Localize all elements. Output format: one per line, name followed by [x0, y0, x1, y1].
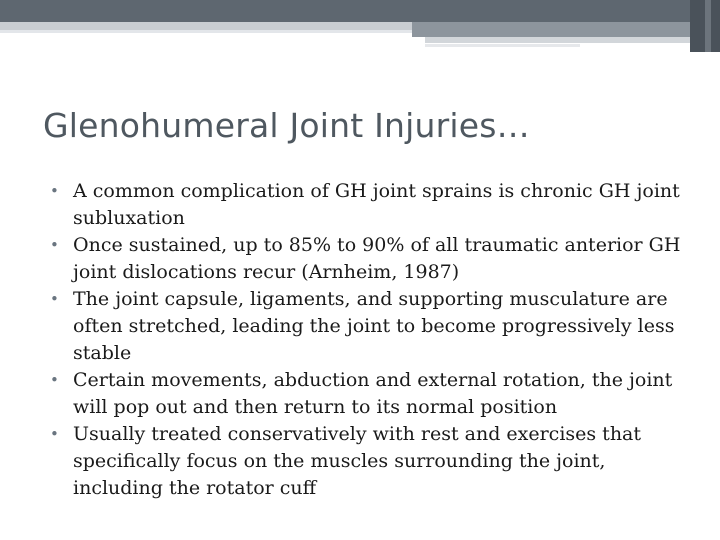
bullet-list: [50, 178, 690, 502]
bullet-text: Usually treated conservatively with rest and exercises that specifically focus on the muscles surrounding the joint, including the rotator cuff: [73, 423, 642, 499]
header-line-right: [425, 44, 580, 47]
bullet-text: Certain movements, abduction and external rotation, the joint will pop out and then return to its normal position: [73, 369, 673, 418]
header-bar: [0, 0, 720, 22]
bullet-icon: •: [50, 290, 59, 308]
slide-title: Glenohumeral Joint Injuries…: [43, 106, 530, 145]
bullet-text: The joint capsule, ligaments, and supporting musculature are often stretched, leading the joint to become progressively less stable: [73, 288, 675, 364]
header-stripe-right-light: [425, 37, 720, 43]
header-corner-accent: [705, 0, 711, 52]
bullet-text: A common complication of GH joint sprains is chronic GH joint subluxation: [73, 180, 680, 229]
bullet-icon: •: [50, 425, 59, 443]
bullet-text: Once sustained, up to 85% to 90% of all traumatic anterior GH joint dislocations recur (Arnheim, 1987): [73, 234, 681, 283]
header-line-left: [0, 30, 412, 33]
bullet-icon: •: [50, 371, 59, 389]
bullet-icon: •: [50, 182, 59, 200]
bullet-item: [50, 421, 690, 502]
header-stripe-left: [0, 22, 412, 30]
bullet-item: [50, 232, 690, 286]
header-stripe-right: [412, 22, 720, 37]
bullet-item: [50, 367, 690, 421]
bullet-icon: •: [50, 236, 59, 254]
bullet-item: [50, 178, 690, 232]
bullet-item: [50, 286, 690, 367]
